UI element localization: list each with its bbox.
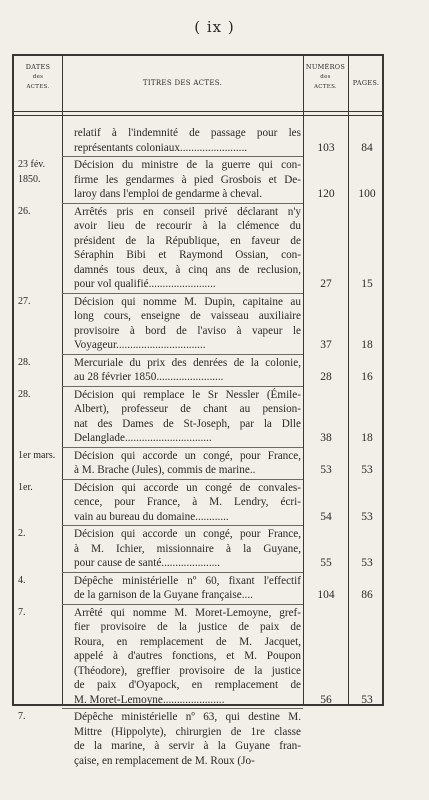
index-table	[12, 54, 384, 767]
entry-title-line: vain au bureau du domaine............	[74, 510, 229, 523]
entry-page: 86	[361, 589, 373, 601]
entry-page: 84	[361, 141, 373, 154]
entry-date: 26.	[18, 205, 31, 217]
header-rule	[14, 111, 382, 116]
entry-title-line: Voyageur................................	[74, 339, 206, 351]
entry-title-line: Décision qui accorde un congé, pour France,	[74, 528, 301, 540]
entry-act-number: 56	[320, 693, 332, 706]
entry-date: 23 fév.	[18, 159, 46, 170]
entry-act-number: 104	[317, 589, 335, 601]
row-separator	[62, 203, 303, 204]
entry-act-number: 37	[320, 339, 332, 351]
entry-title	[74, 295, 301, 353]
entry-date: 7.	[18, 711, 26, 722]
row-separator	[62, 293, 303, 294]
entry-title	[74, 481, 301, 525]
entry-title-line: appelé à d'autres fonctions, et M. Poupon	[74, 650, 301, 662]
entry-title-line: Roura, en remplacement de M. Jacquet,	[74, 635, 301, 648]
entry-title	[74, 606, 301, 708]
row-separator	[62, 386, 303, 387]
entry-act-number: 55	[320, 557, 332, 569]
entry-title	[74, 527, 301, 571]
entry-page: 53	[361, 464, 373, 476]
entry-title-line: Delanglade...............................	[74, 432, 212, 444]
entry-act-number: 38	[320, 432, 332, 444]
entry-title	[74, 126, 301, 155]
entry-page: 18	[361, 432, 373, 444]
entry-title-line: Albert), professeur de chant au pension-	[74, 403, 301, 415]
entry-page: 53	[361, 693, 373, 706]
entry-date: 1er mars.	[18, 449, 56, 461]
table-row	[14, 356, 382, 385]
table-row	[14, 126, 382, 155]
table-row	[14, 606, 382, 708]
entry-act-number: 28	[320, 371, 332, 383]
entry-title	[74, 158, 301, 202]
entry-title-line: M. Moret-Lemoyne......................	[74, 693, 225, 706]
row-separator	[62, 354, 303, 355]
entry-title-line: avoir lieu de recourir à la clémence du	[74, 220, 301, 232]
entry-title-line: cence, pour France, à M. Lendry, écri-	[74, 496, 301, 508]
entry-title-line: Décision qui accorde un congé, pour France,	[74, 449, 301, 462]
entry-page: 53	[361, 557, 373, 569]
entry-title	[74, 356, 301, 385]
entry-title-line: de la garnison de la Guyane française....	[74, 589, 253, 601]
table-row	[14, 449, 382, 478]
row-separator	[62, 604, 303, 605]
header-numeros: NUMÉROS des ACTES.	[305, 63, 346, 90]
entry-act-number: 120	[317, 188, 335, 200]
entry-title-line: de la marine, à servir à la Guyane fran-	[74, 740, 301, 752]
entry-date: 28.	[18, 356, 31, 368]
table-row	[14, 574, 382, 603]
entry-title-line: Décision qui accorde un congé de convales-	[74, 481, 301, 494]
entry-title-line: pour cause de santé.....................	[74, 557, 221, 569]
entry-title-line: de paix d'Oyapock, en remplacement de	[74, 679, 301, 691]
entry-title-line: Décision qui nomme M. Dupin, capitaine au	[74, 295, 301, 308]
row-separator	[62, 525, 303, 526]
entry-title-line: à M. Ichier, missionnaire à la Guyane,	[74, 542, 301, 555]
entry-date: 27.	[18, 295, 31, 307]
row-separator	[62, 156, 303, 157]
entry-title-line: Dépêche ministérielle nº 60, fixant l'effectif	[74, 574, 301, 587]
entry-page: 16	[361, 371, 373, 383]
entry-page: 18	[361, 339, 373, 351]
entry-title-line: Mercuriale du prix des denrées de la colonie,	[74, 356, 301, 369]
entry-title-line: laroy dans l'emploi de gendarme à cheval.	[74, 188, 263, 200]
entry-date: 2.	[18, 528, 26, 539]
entry-act-number: 54	[320, 510, 332, 523]
entry-title-line: Arrêtés pris en conseil privé déclarant n'y	[74, 205, 301, 218]
entry-title-line: Dépêche ministérielle nº 63, qui destine M.	[74, 711, 301, 723]
entry-title-line: Décision du ministre de la guerre qui con-	[74, 159, 301, 171]
entry-title-line: Mittre (Hippolyte), chirurgien de 1re classe	[74, 725, 301, 738]
entry-title-line: fier provisoire de la justice de paix de	[74, 621, 301, 633]
entry-title-line: président de la République, en faveur de	[74, 234, 301, 247]
entry-title-line: nat des Dames de St-Joseph, par la Dlle	[74, 417, 301, 430]
entry-title-line: damnés tous deux, à cinq ans de reclusion,	[74, 263, 301, 276]
entry-date: 7.	[18, 606, 26, 618]
entry-title-line: çaise, en remplacement de M. Roux (Jo-	[74, 754, 255, 767]
table-row	[14, 158, 382, 202]
entry-title	[74, 388, 301, 446]
entry-title-line: provisoire à bord de l'aviso à vapeur le	[74, 324, 301, 337]
header-titres: TITRES DES ACTES.	[142, 79, 223, 87]
row-separator	[62, 572, 303, 573]
entry-title	[74, 205, 301, 292]
entry-title-line: représentants coloniaux........................	[74, 141, 248, 154]
row-separator	[62, 708, 303, 709]
entry-title-line: au 28 février 1850........................	[74, 371, 224, 383]
entry-page: 53	[361, 510, 373, 523]
entry-title-line: long cours, enseigne de vaisseau auxiliaire	[74, 310, 301, 322]
entry-date: 1er.	[18, 481, 33, 493]
entry-title-line: relatif à l'indemnité de passage pour les	[74, 127, 301, 139]
table-row	[14, 388, 382, 446]
entry-date: 4.	[18, 574, 26, 586]
entry-act-number: 53	[320, 464, 332, 476]
entry-title-line: Décision qui remplace le Sr Nessler (Émile-	[74, 388, 301, 401]
entry-title	[74, 449, 301, 478]
table-row	[14, 710, 382, 768]
header-dates: DATES des ACTES.	[25, 63, 51, 90]
entry-title-line: pour vol qualifié........................	[74, 278, 216, 290]
table-row	[14, 527, 382, 571]
entry-act-number: 103	[317, 141, 335, 154]
entry-title-line: à M. Brache (Jules), commis de marine..	[74, 464, 256, 476]
entry-page: 15	[361, 278, 373, 290]
entry-title-line: firme les gendarmes à pied Grosbois et De-	[74, 173, 301, 186]
table-row	[14, 481, 382, 525]
entry-title-line: Séraphin Bibi et Raymond Ossian, con-	[74, 249, 301, 261]
entry-page: 100	[358, 188, 376, 200]
entry-title-line: (Théodore), greffier provisoire de la justice	[74, 664, 301, 677]
entry-title	[74, 574, 301, 603]
row-separator	[62, 479, 303, 480]
page-number: ( ix )	[194, 18, 235, 36]
row-separator	[62, 447, 303, 448]
entry-date: 28.	[18, 388, 31, 400]
header-pages: PAGES.	[352, 79, 380, 87]
table-row	[14, 295, 382, 353]
entry-title	[74, 710, 301, 768]
table-row	[14, 205, 382, 292]
entry-title-line: Arrêté qui nomme M. Moret-Lemoyne, gref-	[74, 606, 301, 619]
entry-act-number: 27	[320, 278, 332, 290]
entry-date-year: 1850.	[18, 173, 41, 185]
